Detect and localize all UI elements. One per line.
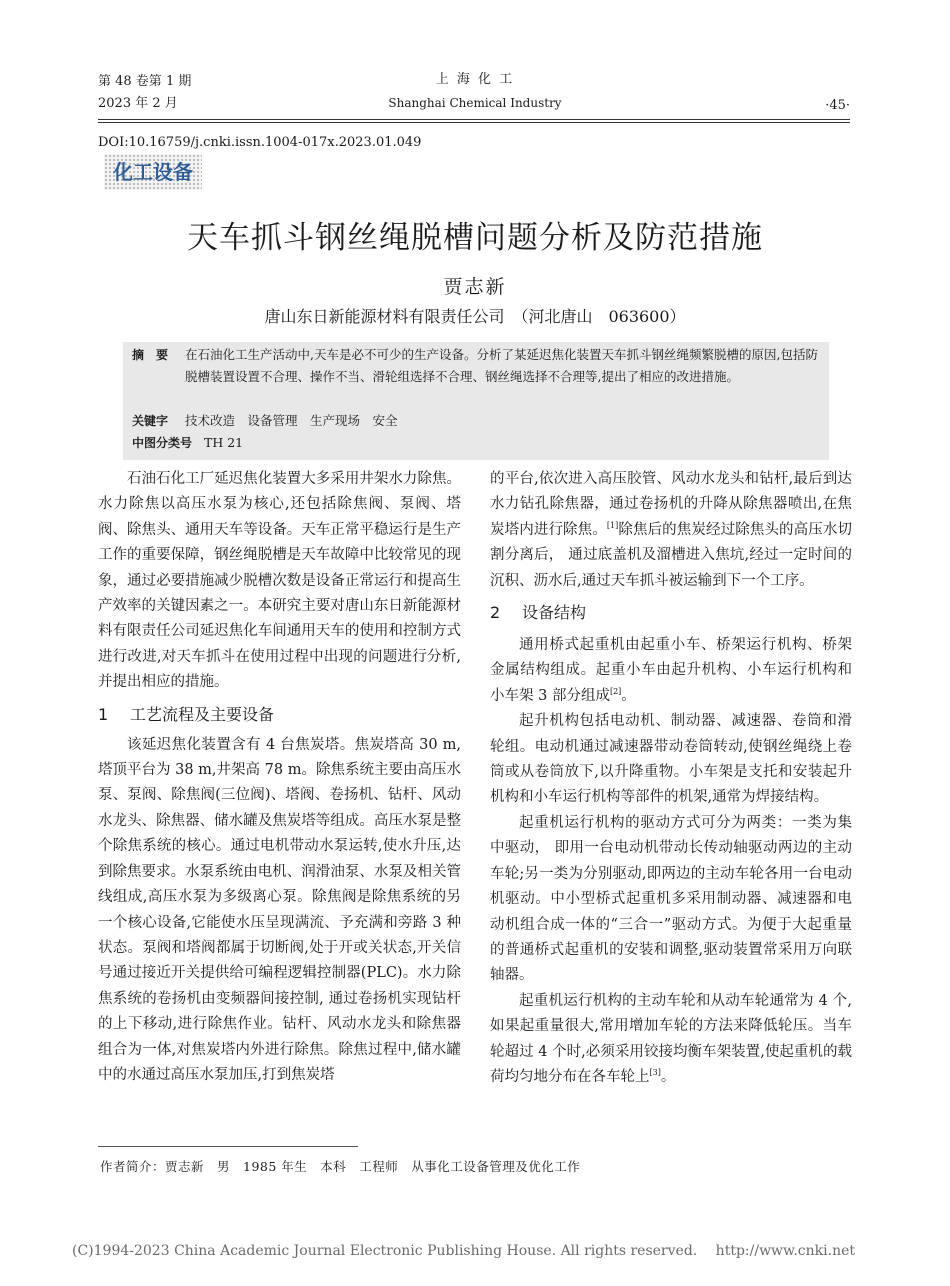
author-footnote: 作者简介：贾志新 男 1985 年生 本科 工程师 从事化工设备管理及优化工作 [100, 1159, 581, 1174]
footnote-rule [98, 1146, 358, 1147]
clc-label: 中图分类号 [132, 436, 193, 450]
paragraph-1-end: 。 [621, 687, 636, 704]
citation-3: [3] [649, 1068, 661, 1078]
article-title: 天车抓斗钢丝绳脱槽问题分析及防范措施 [187, 220, 763, 256]
paragraph-4-text: 起重机运行机构的主动车轮和从动车轮通常为 4 个,如果起重量很大,常用增加车轮的方法来降低轮压。当车轮超过 4 个时,必须采用铰接均衡车架装置,使起重机的载荷均匀地分布在各车轮上 [490, 992, 852, 1085]
continued-paragraph [490, 467, 852, 594]
section-1-title: 工艺流程及主要设备 [130, 704, 275, 724]
intro-paragraph: 石油石化工厂延迟焦化装置大多采用井架水力除焦。水力除焦以高压水泵为核心,还包括除焦阀、泵阀、塔阀、除焦头、通用天车等设备。天车正常平稳运行是生产工作的重要保障，钢丝绳脱槽是天车故障中比较常见的现象，通过必要措施减少脱槽次数是设备正常运行和提高生产效率的关键因素之一。本研究主要对唐山东日新能源材料有限责任公司延迟焦化车间通用天车的使用和控制方式进行改进,对天车抓斗在使用过程中出现的问题进行分析,并提出相应的措施。 [98, 471, 461, 691]
section-1-number: 1 [98, 704, 109, 724]
continued-text-2: 除焦后的焦炭经过除焦头的高压水切割分离后， 通过底盖机及溜槽进入焦坑,经过一定时间的沉积、沥水后,通过天车抓斗被运输到下一个工序。 [490, 521, 853, 589]
section-2-paragraph-1 [490, 633, 852, 709]
author: 贾志新 [443, 276, 507, 298]
page-number: ·45· [825, 98, 850, 113]
section-2-paragraph-2: 起升机构包括电动机、制动器、减速器、卷筒和滑轮组。电动机通过减速器带动卷筒转动,使钢丝绳绕上卷筒或从卷筒放下,以升降重物。小车架是支托和安装起升机构和小车运行机构等部件的机架,通常为焊接结构。 [490, 713, 852, 806]
section-2-title: 设备结构 [522, 603, 587, 623]
journal-name-en: Shanghai Chemical Industry [388, 96, 562, 110]
header-rule-thin [98, 122, 850, 123]
section-2-heading [490, 600, 852, 625]
keywords: 技术改造 设备管理 生产现场 安全 [185, 413, 398, 428]
publication-date: 2023 年 2 月 [98, 96, 178, 111]
right-column [490, 467, 852, 1090]
abstract-text: 在石油化工生产活动中,天车是必不可少的生产设备。分析了某延迟焦化装置天车抓斗钢丝绳频繁脱槽的原因,包括防脱槽装置设置不合理、操作不当、滑轮组选择不合理、钢丝绳选择不合理等,提出了相应的改进措施。 [185, 347, 818, 384]
citation-2: [2] [609, 687, 622, 697]
doi: DOI:10.16759/j.cnki.issn.1004-017x.2023.01.049 [98, 135, 422, 150]
continued-text: 的平台,依次进入高压胶管、风动水龙头和钻杆,最后到达水力钻孔除焦器，通过卷扬机的升降从除焦器喷出,在焦炭塔内进行除焦。 [490, 471, 852, 538]
section-2-paragraph-3: 起重机运行机构的驱动方式可分为两类：一类为集中驱动， 即用一台电动机带动长传动轴驱动两边的主动车轮;另一类为分别驱动,即两边的主动车轮各用一台电动机驱动。中小型桥式起重机多采用制动器、减速器和电动机组合成一体的“三合一”驱动方式。为便于大起重量的普通桥式起重机的安装和调整,驱动装置常采用万向联轴器。 [490, 814, 852, 984]
abstract-label: 摘 要 [132, 348, 169, 362]
paragraph-4-end: 。 [660, 1068, 676, 1085]
copyright-notice: (C)1994-2023 China Academic Journal Electronic Publishing House. All rights reserved. http://www.cnki.net [72, 1243, 856, 1259]
header-rule [98, 119, 850, 120]
clc-code: TH 21 [204, 435, 244, 450]
paragraph-1-text: 通用桥式起重机由起重小车、桥架运行机构、桥架金属结构组成。起重小车由起升机构、小车运行机构和小车架 3 部分组成 [490, 637, 852, 704]
keywords-label: 关键字 [132, 414, 169, 428]
volume-issue: 第 48 卷第 1 期 [98, 74, 192, 89]
abstract-box [123, 342, 829, 460]
left-column [98, 467, 461, 1088]
section-1-heading [98, 702, 461, 727]
section-badge: 化工设备 [104, 154, 202, 190]
section-2-number: 2 [490, 603, 501, 623]
section-1-paragraph: 该延迟焦化装置含有 4 台焦炭塔。焦炭塔高 30 m,塔顶平台为 38 m,井架高 78 m。除焦系统主要由高压水泵、泵阀、除焦阀(三位阀)、塔阀、卷扬机、钻杆、风动水龙头、除焦器、储水罐及焦炭塔等组成。高压水泵是整个除焦系统的核心。通过电机带动水泵运转,使水升压,达到除焦要求。水泵系统由电机、润滑油泵、水泵及相关管线组成,高压水泵为多级离心泵。除焦阀是除焦系统的另一个核心设备,它能使水压呈现满流、予充满和旁路 3 种状态。泵阀和塔阀都属于切断阀,处于开或关状态,开关信号通过接近开关提供给可编程逻辑控制器(PLC)。水力除焦系统的卷扬机由变频器间接控制, 通过卷扬机实现钻杆的上下移动,进行除焦作业。钻杆、风动水龙头和除焦器组合为一体,对焦炭塔内外进行除焦。除焦过程中,储水罐中的水通过高压水泵加压,打到焦炭塔 [98, 736, 461, 1083]
affiliation: 唐山东日新能源材料有限责任公司 （河北唐山 063600） [264, 307, 686, 326]
section-2-paragraph-4 [490, 989, 852, 1091]
citation-1: [1] [606, 520, 619, 530]
journal-name-cn: 上 海 化 工 [435, 72, 515, 87]
